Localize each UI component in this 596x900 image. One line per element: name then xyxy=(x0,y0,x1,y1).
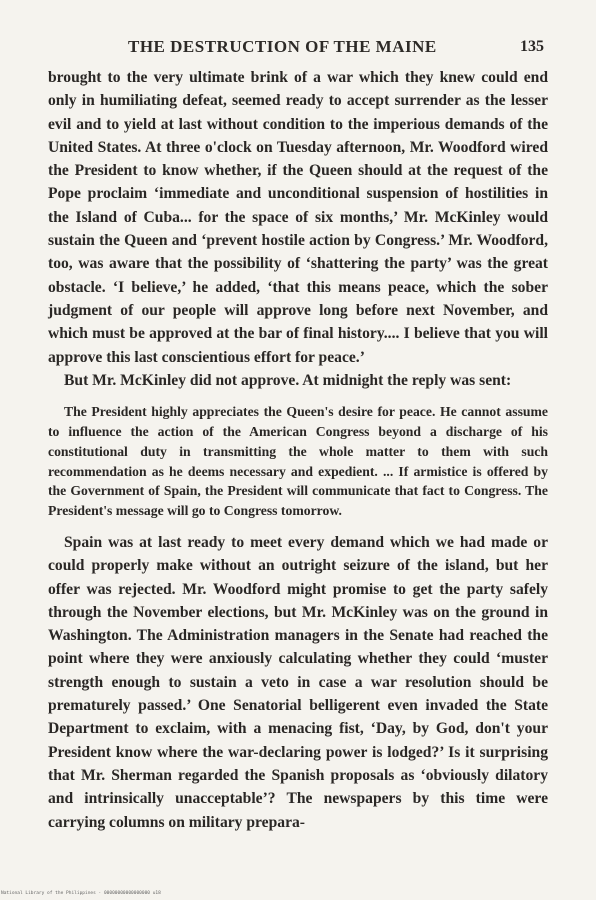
paragraph-1: brought to the very ultimate brink of a war which they knew could end only in humiliating defeat, seemed ready to accept surrender as the lesser evil and to yield at last without condition to the imperious demands of the United States. At three o'clock on Tuesday afternoon, Mr. Woodford wired the President to know whether, if the Queen should at the request of the Pope proclaim ‘immediate and unconditional suspension of hostilities in the Island of Cuba... for the space of six months,’ Mr. McKinley would sustain the Queen and ‘prevent hostile action by Congress.’ Mr. Woodford, too, was aware that the possibility of ‘shattering the party’ was the great obstacle. ‘I believe,’ he added, ‘that this means peace, which the sober judgment of our people will approve long before next November, and which must be approved at the bar of final history.... I believe that you will approve this last conscientious effort for peace.’ xyxy=(48,69,548,366)
running-head xyxy=(48,37,548,57)
paragraph-3: Spain was at last ready to meet every demand which we had made or could properly make without an outright seizure of the island, but her offer was rejected. Mr. Woodford might promise to get the party safely through the November elections, but Mr. McKinley was on the ground in Washington. The Administration managers in the Senate had reached the point where they were anxiously calculating whether they could ‘muster strength enough to sustain a veto in case a war resolution should be prematurely passed.’ One Senatorial belligerent even invaded the State Department to exclaim, with a menacing fist, ‘Day, by God, don't your President know where the war-declaring power is lodged?’ Is it surprising that Mr. Sherman regarded the Spanish proposals as ‘obviously dilatory and intrinsically unacceptable’? The newspapers by this time were carrying columns on military prepara- xyxy=(48,533,548,831)
body-text xyxy=(48,66,548,834)
paragraph-2: But Mr. McKinley did not approve. At midnight the reply was sent: xyxy=(64,371,512,389)
page-number: 135 xyxy=(520,38,544,55)
block-quote: The President highly appreciates the Queen's desire for peace. He cannot assume to influence the action of the American Congress beyond a discharge of his constitutional duty in transmitting the whole matter to them with such recommendation as he deems necessary and expedient. ... If armistice is offered by the Government of Spain, the President will communicate that fact to Congress. The President's message will go to Congress tomorrow. xyxy=(48,404,548,519)
footer-scan-note: National Library of the Philippines · 00000000000000000 u18 xyxy=(1,891,161,896)
running-title: THE DESTRUCTION OF THE MAINE xyxy=(128,37,437,56)
